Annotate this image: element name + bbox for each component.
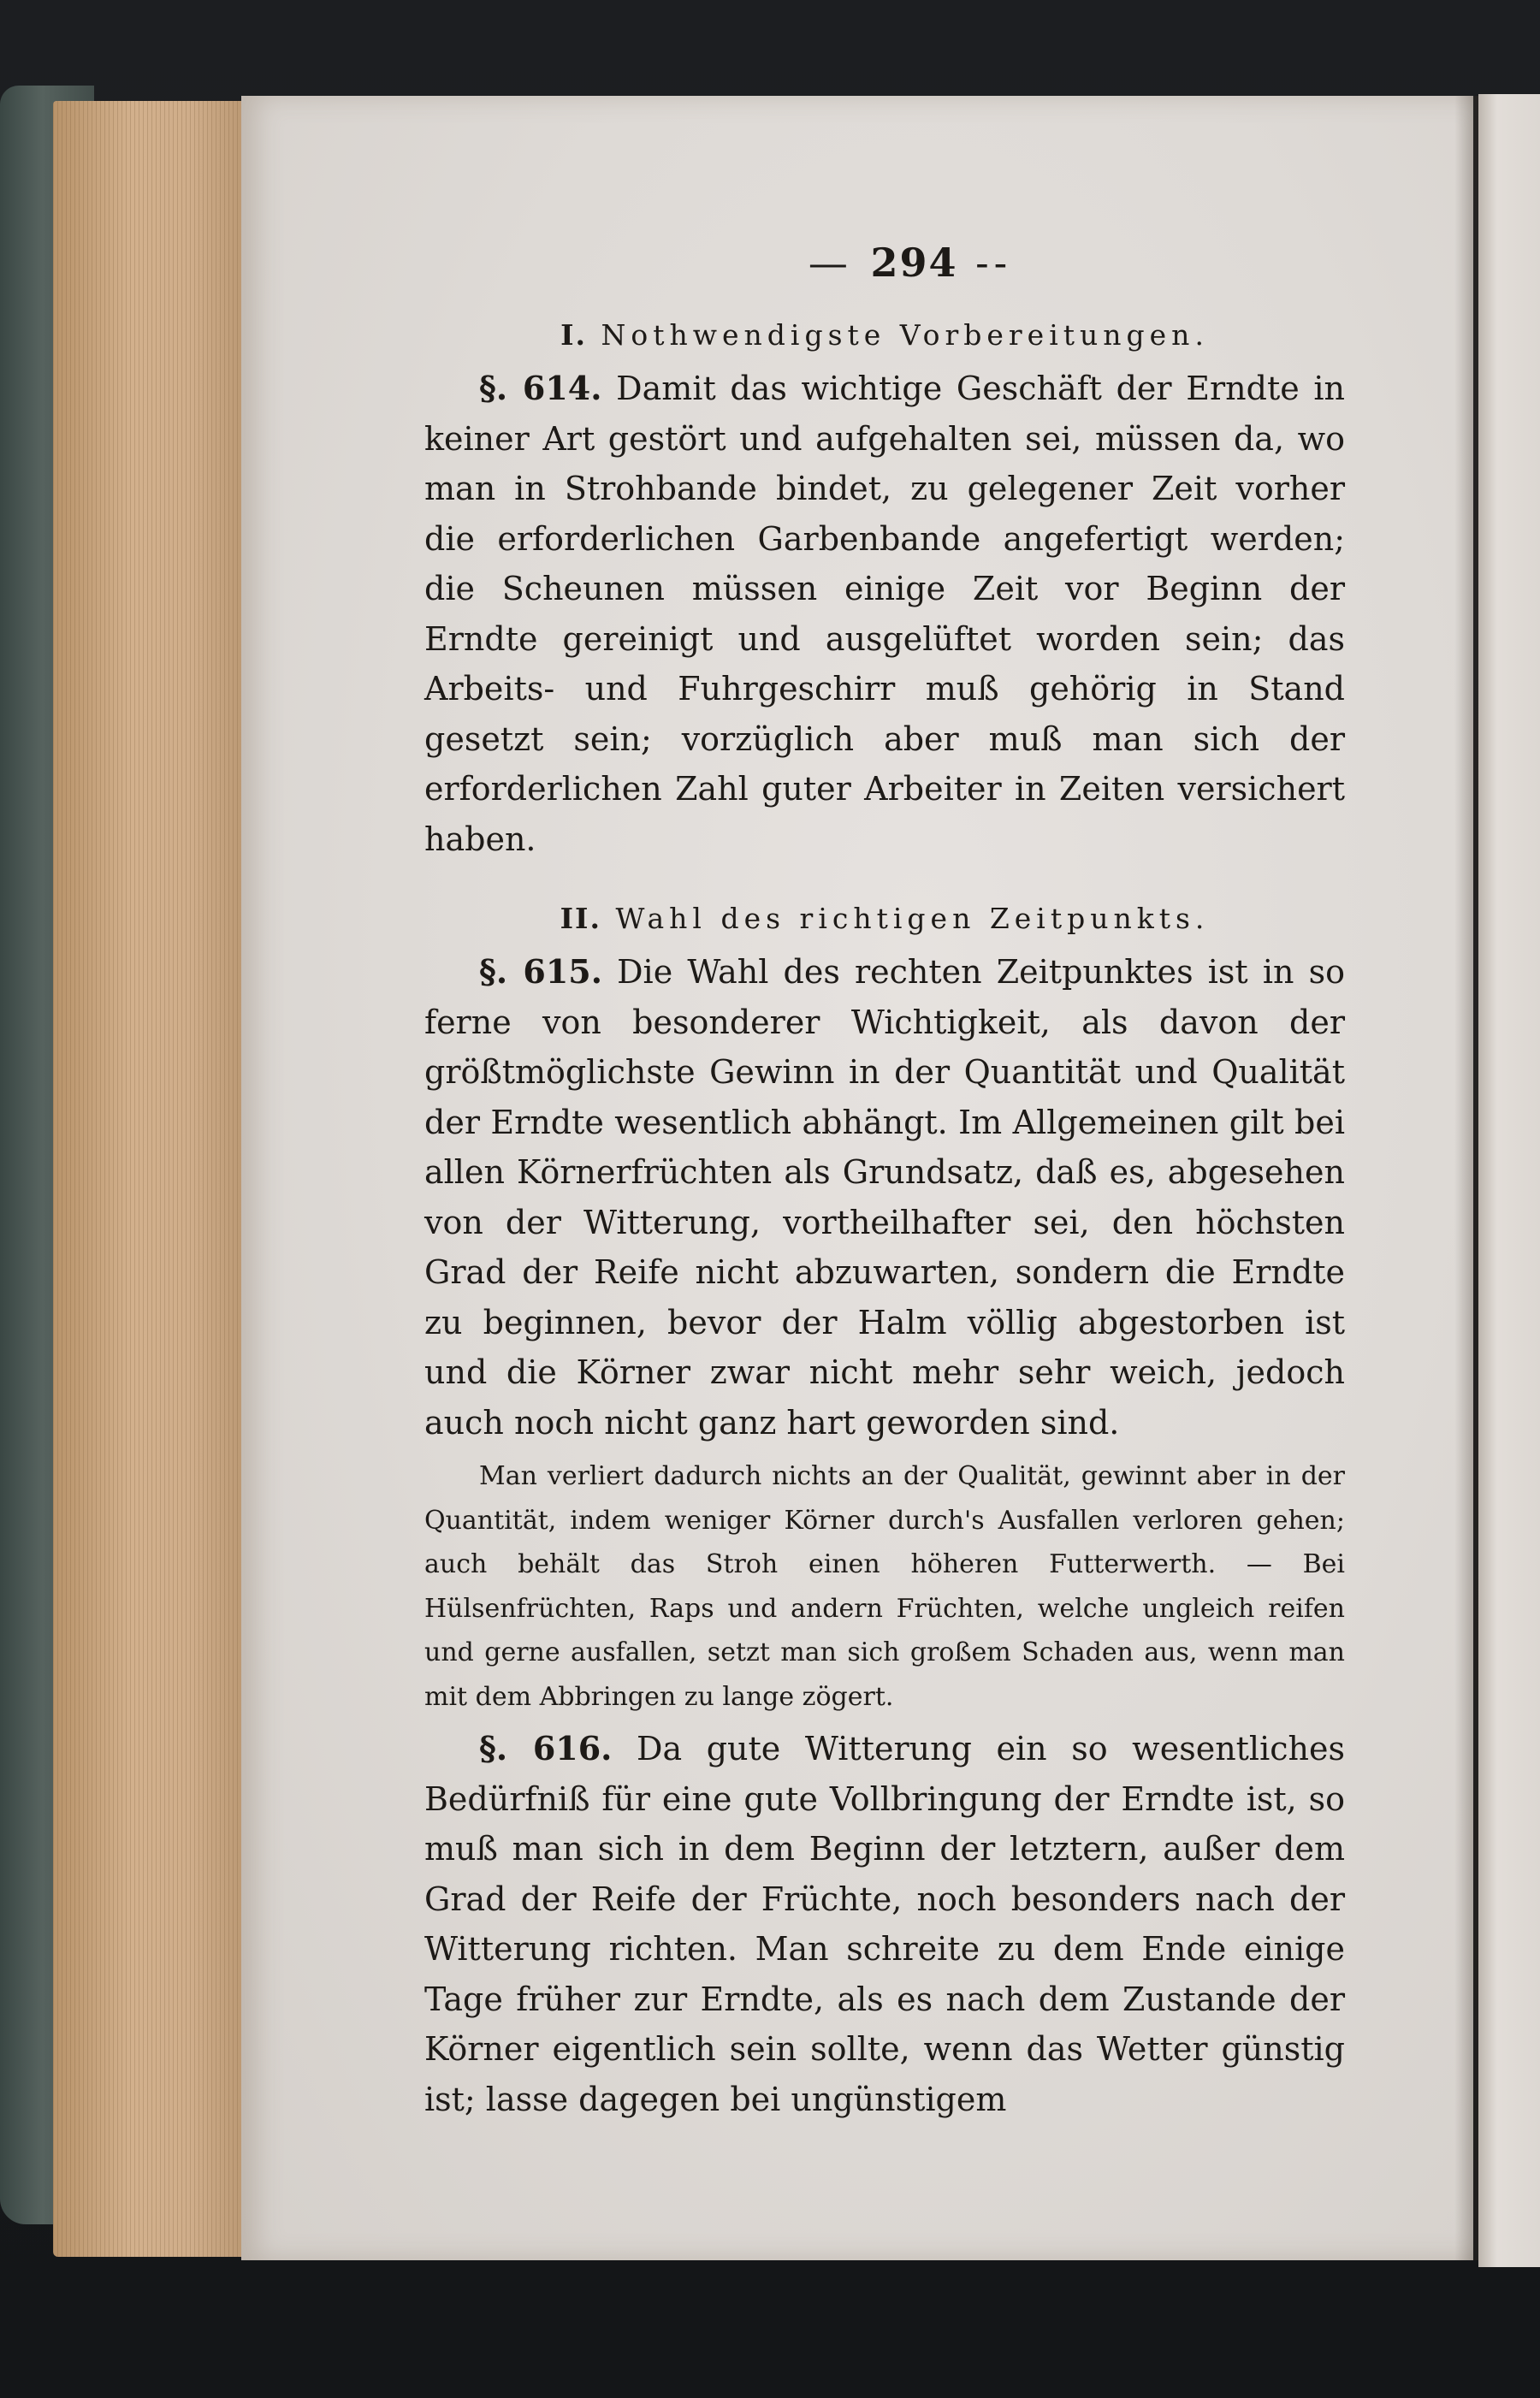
section-number: §. 615. [479, 952, 602, 991]
heading-number: II. [560, 902, 601, 935]
heading-text: Nothwendigste Vorbereitungen. [601, 318, 1209, 352]
heading-text: Wahl des richtigen Zeitpunkts. [615, 902, 1210, 935]
paragraph-614 [424, 364, 1345, 864]
paragraph-616 [424, 1724, 1345, 2124]
page-edges [53, 101, 250, 2257]
paragraph-text: Die Wahl des rechten Zeitpunktes ist in so ferne von besonderer Wichtigkeit, als davon der größtmöglichste Gewinn in der Quantität und Qualität der Erndte wesentlich abhängt. Im Allgemeinen gilt bei allen Körnerfrüchten als Grundsatz, daß es, abgesehen von der Witterung, vortheilhafter sei, den höchsten Grad der Reife nicht abzuwarten, sondern die Erndte zu beginnen, bevor der Halm völlig abgestorben ist und die Körner zwar nicht mehr sehr weich, jedoch auch noch nicht ganz hart geworden sind. [424, 953, 1345, 1442]
page-number-value: 294 [870, 240, 958, 286]
paragraph-text: Damit das wichtige Geschäft der Erndte in keiner Art gestört und aufgehalten sei, müssen da, wo man in Strohbande bindet, zu gelegener Zeit vorher die erforderlichen Garbenbande angefertigt werden; die Scheunen müssen einige Zeit vor Beginn der Erndte gereinigt und ausgelüftet worden sein; das Arbeits- und Fuhrgeschirr muß gehörig in Stand gesetzt sein; vorzüglich aber muß man sich der erforderlichen Zahl guter Arbeiter in Zeiten versichert haben. [424, 370, 1345, 858]
facing-page-edge [1478, 94, 1540, 2267]
footnote-615: Man verliert dadurch nichts an der Qualität, gewinnt aber in der Quantität, indem weniger Körner durch's Ausfallen verloren gehen; auch behält das Stroh einen höheren Futterwerth. — Bei Hülsenfrüchten, Raps und andern Früchten, welche ungleich reifen und gerne ausfallen, setzt man sich großem Schaden aus, wenn man mit dem Abbringen zu lange zögert. [424, 1461, 1345, 1712]
paragraph-615 [424, 947, 1345, 1448]
section-heading-2 [424, 902, 1345, 935]
heading-number: I. [560, 318, 587, 352]
page-number-dash-right: -- [957, 240, 1013, 286]
page-number [424, 240, 1345, 286]
page-number-dash-left: — [808, 240, 871, 286]
section-number: §. 616. [479, 1729, 613, 1767]
section-heading-1 [424, 318, 1345, 352]
section-number: §. 614. [479, 369, 602, 407]
page-text [424, 240, 1345, 2124]
paragraph-text: Da gute Witterung ein so wesentliches Bedürfniß für eine gute Vollbringung der Erndte ist, so muß man sich in dem Beginn der letztern, außer dem Grad der Reife der Früchte, noch besonders nach der Witterung richten. Man schreite zu dem Ende einige Tage früher zur Erndte, als es nach dem Zustande der Körner eigentlich sein sollte, wenn das Wetter günstig ist; lasse dagegen bei ungünstigem [424, 1730, 1345, 2118]
